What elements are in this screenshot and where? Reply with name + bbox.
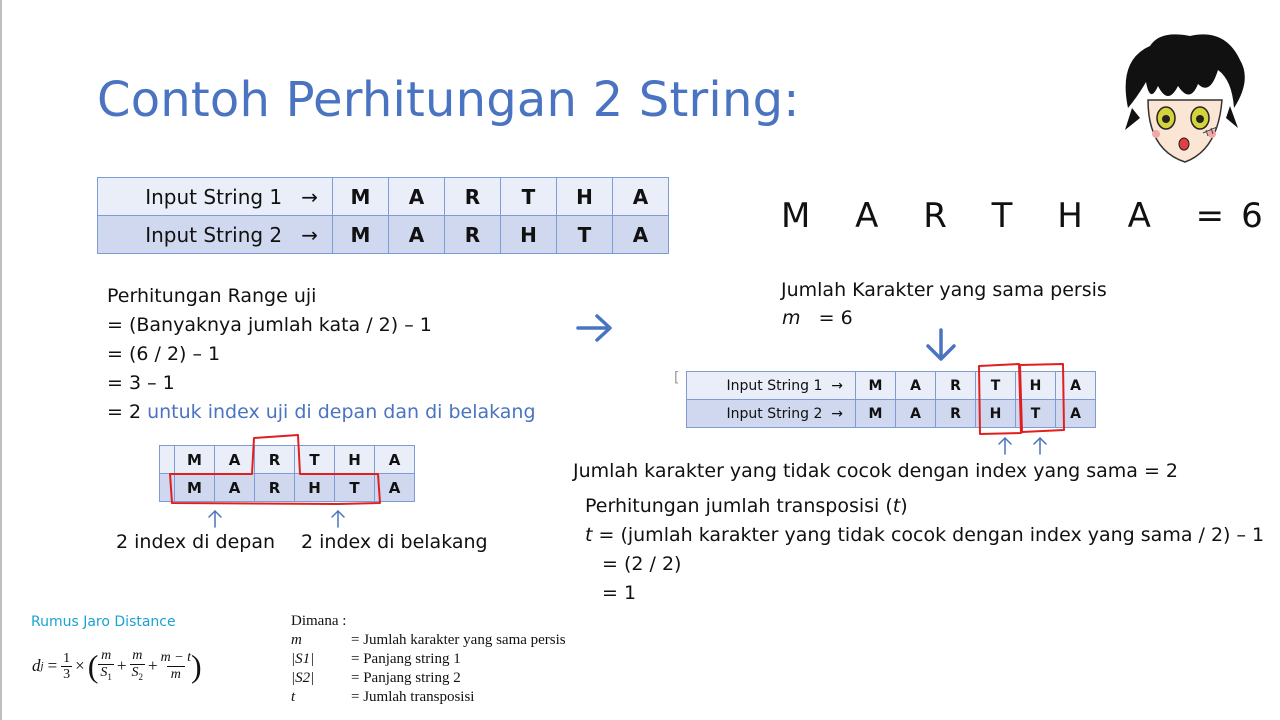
char-cell: H — [976, 400, 1016, 428]
char-cell: M — [333, 216, 389, 254]
row-label: Input String 2 → — [687, 400, 856, 428]
char-cell: A — [896, 372, 936, 400]
char-cell: R — [936, 372, 976, 400]
legend-heading: Dimana : — [291, 613, 347, 629]
range-highlight: untuk index uji di depan dan di belakang — [147, 401, 536, 423]
char-cell: A — [215, 474, 255, 502]
char-cell: A — [613, 216, 669, 254]
bracket-glyph: [ — [674, 370, 680, 386]
right-arrow-icon — [578, 316, 610, 340]
char-cell: H — [557, 178, 613, 216]
slide-title: Contoh Perhitungan 2 String: — [97, 72, 800, 128]
char-cell: R — [255, 474, 295, 502]
char-cell: R — [255, 446, 295, 474]
char-cell: M — [333, 178, 389, 216]
char-cell: A — [375, 474, 415, 502]
char-cell: A — [1056, 372, 1096, 400]
char-cell: H — [501, 216, 557, 254]
transposition-highlight — [979, 364, 1064, 434]
char-cell: M — [856, 400, 896, 428]
calc-line: Perhitungan jumlah transposisi (t) — [585, 495, 908, 517]
up-arrow-icon — [209, 511, 344, 527]
calc-line: = 3 – 1 — [107, 372, 175, 394]
formula-title: Rumus Jaro Distance — [31, 614, 176, 630]
calc-line: = 1 — [602, 582, 637, 604]
calc-line: = (6 / 2) – 1 — [107, 343, 221, 365]
char-cell: A — [1056, 400, 1096, 428]
row-label: Input String 2 → — [98, 216, 333, 254]
jaro-formula: d j = $\frac{1}{3}$ × ( m $S_1$ + $\frac{m}{S_2}$ + $\frac{m - t}{m}$ ) — [32, 648, 202, 685]
char-cell: A — [375, 446, 415, 474]
char-cell: M — [856, 372, 896, 400]
char-cell: T — [976, 372, 1016, 400]
char-cell: T — [557, 216, 613, 254]
martha-count: M A R T H A =6 — [781, 196, 1280, 236]
mismatch-text: Jumlah karakter yang tidak cocok dengan index yang sama = 2 — [573, 460, 1179, 482]
char-cell: R — [936, 400, 976, 428]
legend-row: t = Jumlah transposisi — [291, 689, 475, 705]
row-label: Input String 1 → — [98, 178, 333, 216]
char-cell: T — [335, 474, 375, 502]
char-cell: H — [1016, 372, 1056, 400]
char-cell: M — [175, 474, 215, 502]
calc-line: = 2 untuk index uji di depan dan di belakang — [107, 401, 536, 423]
char-cell: M — [175, 446, 215, 474]
down-arrow-icon — [928, 330, 954, 359]
char-cell: T — [501, 178, 557, 216]
index-front-label: 2 index di depan — [116, 531, 276, 553]
char-cell: R — [445, 178, 501, 216]
char-cell: A — [389, 178, 445, 216]
calc-line: = (Banyaknya jumlah kata / 2) – 1 — [107, 314, 432, 336]
match-count-value: m = 6 — [782, 307, 853, 329]
calc-line: = (2 / 2) — [602, 553, 682, 575]
legend-row: |S2| = Panjang string 2 — [291, 670, 461, 686]
up-arrow-icon — [999, 438, 1046, 454]
range-highlight-outline — [170, 435, 380, 504]
char-cell: A — [896, 400, 936, 428]
char-cell: A — [613, 178, 669, 216]
char-cell: A — [389, 216, 445, 254]
char-cell: T — [295, 446, 335, 474]
index-back-label: 2 index di belakang — [301, 531, 488, 553]
char-cell: A — [215, 446, 255, 474]
calc-line: Perhitungan Range uji — [107, 285, 317, 307]
legend-row: m = Jumlah karakter yang sama persis — [291, 632, 566, 648]
char-cell: T — [1016, 400, 1056, 428]
match-count-label: Jumlah Karakter yang sama persis — [781, 279, 1107, 301]
char-cell: H — [295, 474, 335, 502]
anime-character-avatar-icon — [1125, 34, 1245, 162]
char-cell: R — [445, 216, 501, 254]
row-label: Input String 1 → — [687, 372, 856, 400]
char-cell: H — [335, 446, 375, 474]
legend-row: |S1| = Panjang string 1 — [291, 651, 461, 667]
calc-line: t = (jumlah karakter yang tidak cocok dengan index yang sama / 2) – 1 — [585, 524, 1265, 546]
